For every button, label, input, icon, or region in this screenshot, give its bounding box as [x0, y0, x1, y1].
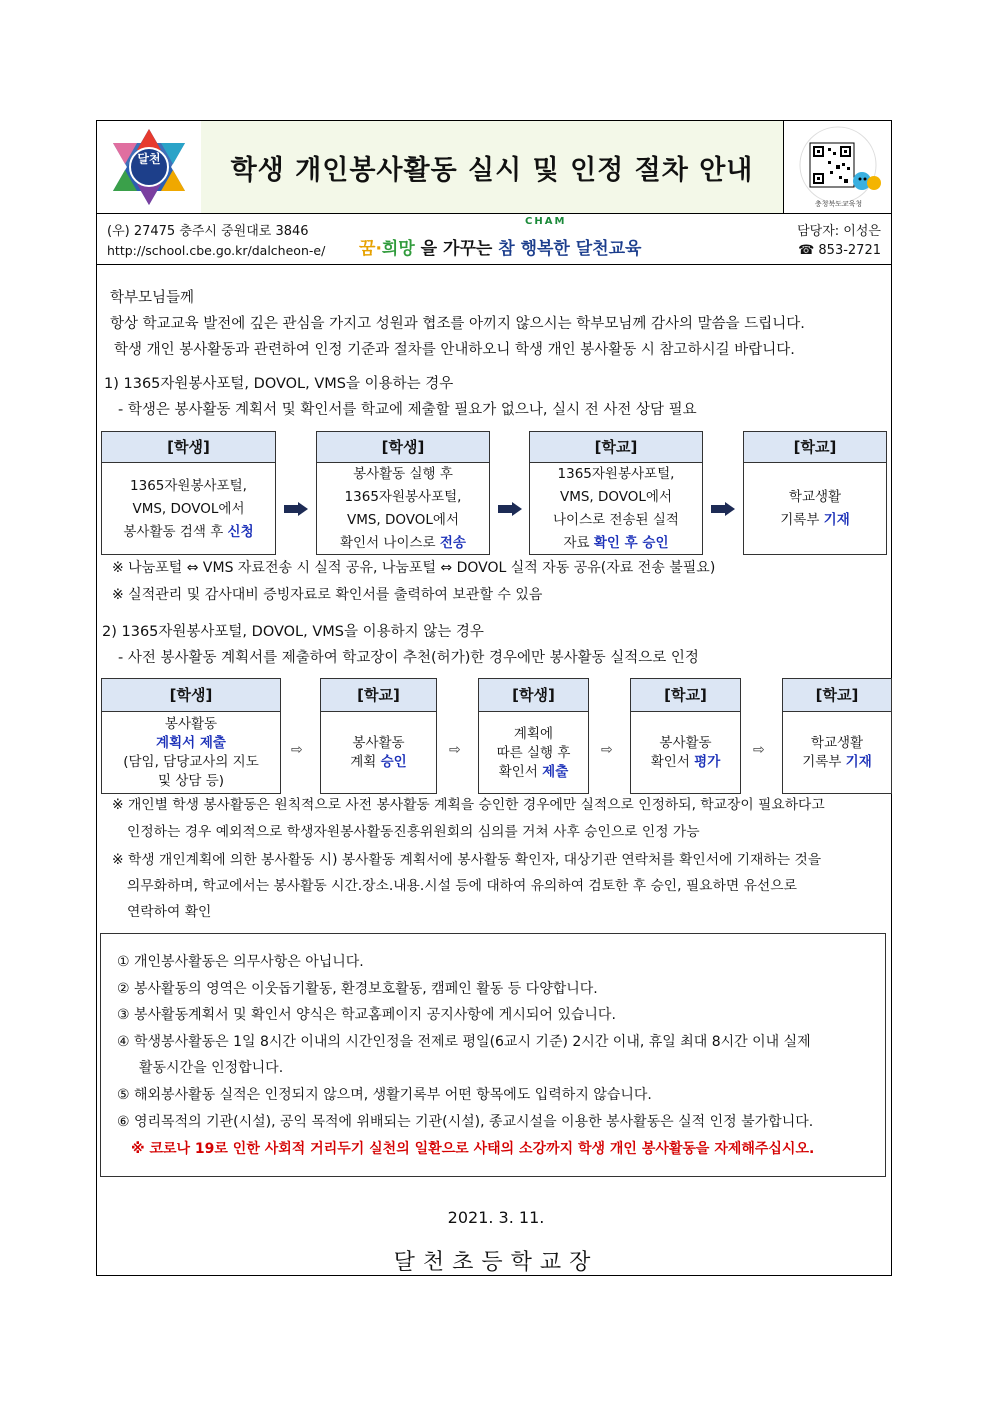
- hollow-arrow-icon: ⇨: [449, 742, 461, 758]
- slogan-cham: 참: [498, 239, 515, 259]
- s2-step2-highlight: 승인: [380, 754, 407, 770]
- slogan-mid: 을 가꾸는: [414, 239, 499, 259]
- s1-step2-line: 1365자원봉사포털,: [344, 489, 462, 505]
- s2-step1-highlight: 계획서 제출: [156, 735, 226, 751]
- section2-note-1b: 인정하는 경우 예외적으로 학생자원봉사활동진흥위원회의 심의를 거쳐 사후 승인으로 인정 가능: [127, 824, 700, 840]
- s2-step4-line: 확인서: [650, 754, 695, 770]
- letter-date: 2021. 3. 11.: [447, 1208, 545, 1227]
- s1-step3-highlight: 확인 후 승인: [593, 535, 669, 551]
- s2-step3-highlight: 제출: [542, 763, 569, 780]
- section2-note-1a: ※ 개인별 학생 봉사활동은 원칙적으로 사전 봉사활동 계획을 승인한 경우에만 실적으로 인정하되, 학교장이 필요하다고: [112, 797, 825, 813]
- info-bar: [97, 214, 891, 265]
- s1-step1-line: VMS, DOVOL에서: [132, 500, 245, 517]
- section2-note-2c: 연락하여 확인: [127, 904, 212, 920]
- s1-step3-line: 자료: [563, 535, 594, 551]
- intro-line-1: 항상 학교교육 발전에 깊은 관심을 가지고 성원과 협조를 아끼지 않으시는 학부모님께 감사의 말씀을 드립니다.: [110, 316, 805, 332]
- s2-step1-line: 봉사활동: [164, 716, 218, 732]
- s1-step4-highlight: 기재: [823, 512, 850, 528]
- hollow-arrow-icon: ⇨: [753, 742, 765, 758]
- s2-step2-box: [320, 678, 437, 794]
- phone-number: ☎ 853-2721: [798, 243, 881, 258]
- s2-step5-highlight: 기재: [845, 754, 872, 770]
- slogan: [359, 216, 642, 259]
- title-cell: [201, 121, 784, 213]
- s1-step2-line: 봉사활동 실행 후: [353, 466, 453, 482]
- s1-step1-line: 1365자원봉사포털,: [130, 477, 247, 494]
- slogan-hope: 희망: [381, 239, 415, 259]
- slogan-dream: 꿈: [359, 239, 376, 259]
- covid-warning: ※ 코로나 19로 인한 사회적 거리두기 실천의 일환으로 사태의 소강까지 학생 개인 봉사활동을 자제해주십시오.: [131, 1141, 815, 1157]
- s1-step4-line: 기록부: [780, 512, 824, 528]
- notice-item: 활동시간을 인정합니다.: [139, 1060, 284, 1076]
- s2-step3-box: [478, 678, 589, 794]
- right-arrow-icon: [284, 502, 308, 516]
- s1-step1-line: 봉사활동 검색 후: [123, 523, 228, 540]
- section1-sub: - 학생은 봉사활동 계획서 및 확인서를 학교에 제출할 필요가 없으나, 실시 전 사전 상담 필요: [118, 402, 697, 418]
- slogan-cham-sup: CHAM: [525, 216, 567, 227]
- contact-person: 담당자: 이성은: [797, 224, 881, 239]
- s2-step3-line: 확인서: [498, 763, 543, 780]
- s2-step1-box: [101, 678, 281, 794]
- hollow-arrow-icon: ⇨: [291, 742, 303, 758]
- section2-title: 2) 1365자원봉사포털, DOVOL, VMS을 이용하지 않는 경우: [102, 624, 484, 640]
- intro-line-2: 학생 개인 봉사활동과 관련하여 인정 기준과 절차를 안내하오니 학생 개인 봉사활동 시 참고하시길 바랍니다.: [114, 342, 795, 358]
- s2-step1-line: 및 상담 등): [157, 773, 224, 789]
- s1-step4-head: [학교]: [744, 432, 886, 463]
- signature: 달천초등학교장: [393, 1250, 599, 1275]
- address: (우) 27475 충주시 중원대로 3846: [107, 224, 309, 239]
- slogan-happy: 행복한: [514, 239, 576, 259]
- s2-step2-line: 봉사활동: [352, 735, 405, 751]
- s1-step1-head: [학생]: [102, 432, 275, 463]
- greeting: 학부모님들께: [110, 290, 195, 306]
- section2-sub: - 사전 봉사활동 계획서를 제출하여 학교장이 추천(허가)한 경우에만 봉사활동 실적으로 인정: [118, 650, 699, 666]
- s1-step2-box: [316, 431, 490, 555]
- section2-note-2b: 의무화하며, 학교에서는 봉사활동 시간.장소.내용.시설 등에 대하여 유의하여 검토한 후 승인, 필요하면 유선으로: [127, 878, 797, 894]
- s2-step4-box: [630, 678, 741, 794]
- page-title: 학생 개인봉사활동 실시 및 인정 절차 안내: [230, 154, 754, 186]
- s1-step3-line: 나이스로 전송된 실적: [553, 512, 679, 528]
- section1-note-2: ※ 실적관리 및 감사대비 증빙자료로 확인서를 출력하여 보관할 수 있음: [112, 587, 543, 603]
- notice-item: ② 봉사활동의 영역은 이웃돕기활동, 환경보호활동, 캠페인 활동 등 다양합니다.: [117, 981, 598, 997]
- s2-step3-line: 따른 실행 후: [496, 744, 571, 761]
- section1-note-1: ※ 나눔포털 ⇔ VMS 자료전송 시 실적 공유, 나눔포털 ⇔ DOVOL 실적 자동 공유(자료 전송 불필요): [112, 560, 716, 576]
- s2-step4-line: 봉사활동: [659, 735, 712, 751]
- s2-step2-head: [학교]: [321, 679, 436, 712]
- section1-title: 1) 1365자원봉사포털, DOVOL, VMS을 이용하는 경우: [104, 376, 454, 392]
- s1-step3-box: [529, 431, 703, 555]
- slogan-school: 달천교육: [575, 239, 642, 259]
- s2-step1-line: (담임, 담당교사의 지도: [123, 754, 259, 770]
- s2-step3-head: [학생]: [479, 679, 588, 712]
- school-url[interactable]: http://school.cbe.go.kr/dalcheon-e/: [107, 243, 326, 258]
- s2-step3-line: 계획에: [513, 725, 554, 742]
- s1-step2-highlight: 전송: [439, 535, 466, 551]
- s1-step2-head: [학생]: [317, 432, 489, 463]
- notice-item: ③ 봉사활동계획서 및 확인서 양식은 학교홈페이지 공지사항에 게시되어 있습니다.: [117, 1007, 616, 1023]
- right-arrow-icon: [498, 502, 522, 516]
- section2-note-2a: ※ 학생 개인계획에 의한 봉사활동 시) 봉사활동 계획서에 봉사활동 확인자, 대상기관 연락처를 확인서에 기재하는 것을: [112, 852, 822, 868]
- s2-step5-box: [782, 678, 892, 794]
- s1-step2-line: VMS, DOVOL에서: [346, 512, 460, 528]
- s2-step2-line: 계획: [350, 754, 381, 770]
- s1-step1-box: [101, 431, 276, 555]
- s1-step4-line: 학교생활: [788, 489, 842, 505]
- s1-step2-line: 확인서 나이스로: [340, 535, 440, 551]
- notice-item: ⑥ 영리목적의 기관(시설), 공익 목적에 위배되는 기관(시설), 종교시설을 이용한 봉사활동은 실적 인정 불가합니다.: [117, 1114, 814, 1130]
- s2-step5-line: 기록부: [802, 754, 846, 770]
- s2-step4-highlight: 평가: [694, 754, 721, 770]
- s2-step1-head: [학생]: [102, 679, 280, 712]
- qr-caption: 충청북도교육청: [814, 200, 863, 208]
- school-logo: [97, 121, 202, 213]
- slogan-dot: ·: [375, 239, 382, 259]
- notice-item: ⑤ 해외봉사활동 실적은 인정되지 않으며, 생활기록부 어떤 항목에도 입력하지 않습니다.: [117, 1087, 652, 1103]
- notice-item: ④ 학생봉사활동은 1일 8시간 이내의 시간인정을 전제로 평일(6교시 기준) 2시간 이내, 휴일 최대 8시간 이내 실제: [117, 1034, 811, 1050]
- qr-block: [784, 121, 893, 213]
- hollow-arrow-icon: ⇨: [601, 742, 613, 758]
- s1-step4-box: [743, 431, 887, 555]
- right-arrow-icon: [711, 502, 735, 516]
- s1-step1-highlight: 신청: [227, 523, 254, 540]
- logo-text: 달천: [137, 152, 161, 166]
- notice-item: ① 개인봉사활동은 의무사항은 아닙니다.: [117, 954, 364, 970]
- s1-step3-line: 1365자원봉사포털,: [557, 466, 675, 482]
- s1-step3-head: [학교]: [530, 432, 702, 463]
- s2-step5-head: [학교]: [783, 679, 891, 712]
- s1-step3-line: VMS, DOVOL에서: [559, 489, 673, 505]
- notice-box: [100, 933, 886, 1177]
- s2-step4-head: [학교]: [631, 679, 740, 712]
- s2-step5-line: 학교생활: [810, 735, 864, 751]
- letter-header: [97, 121, 891, 214]
